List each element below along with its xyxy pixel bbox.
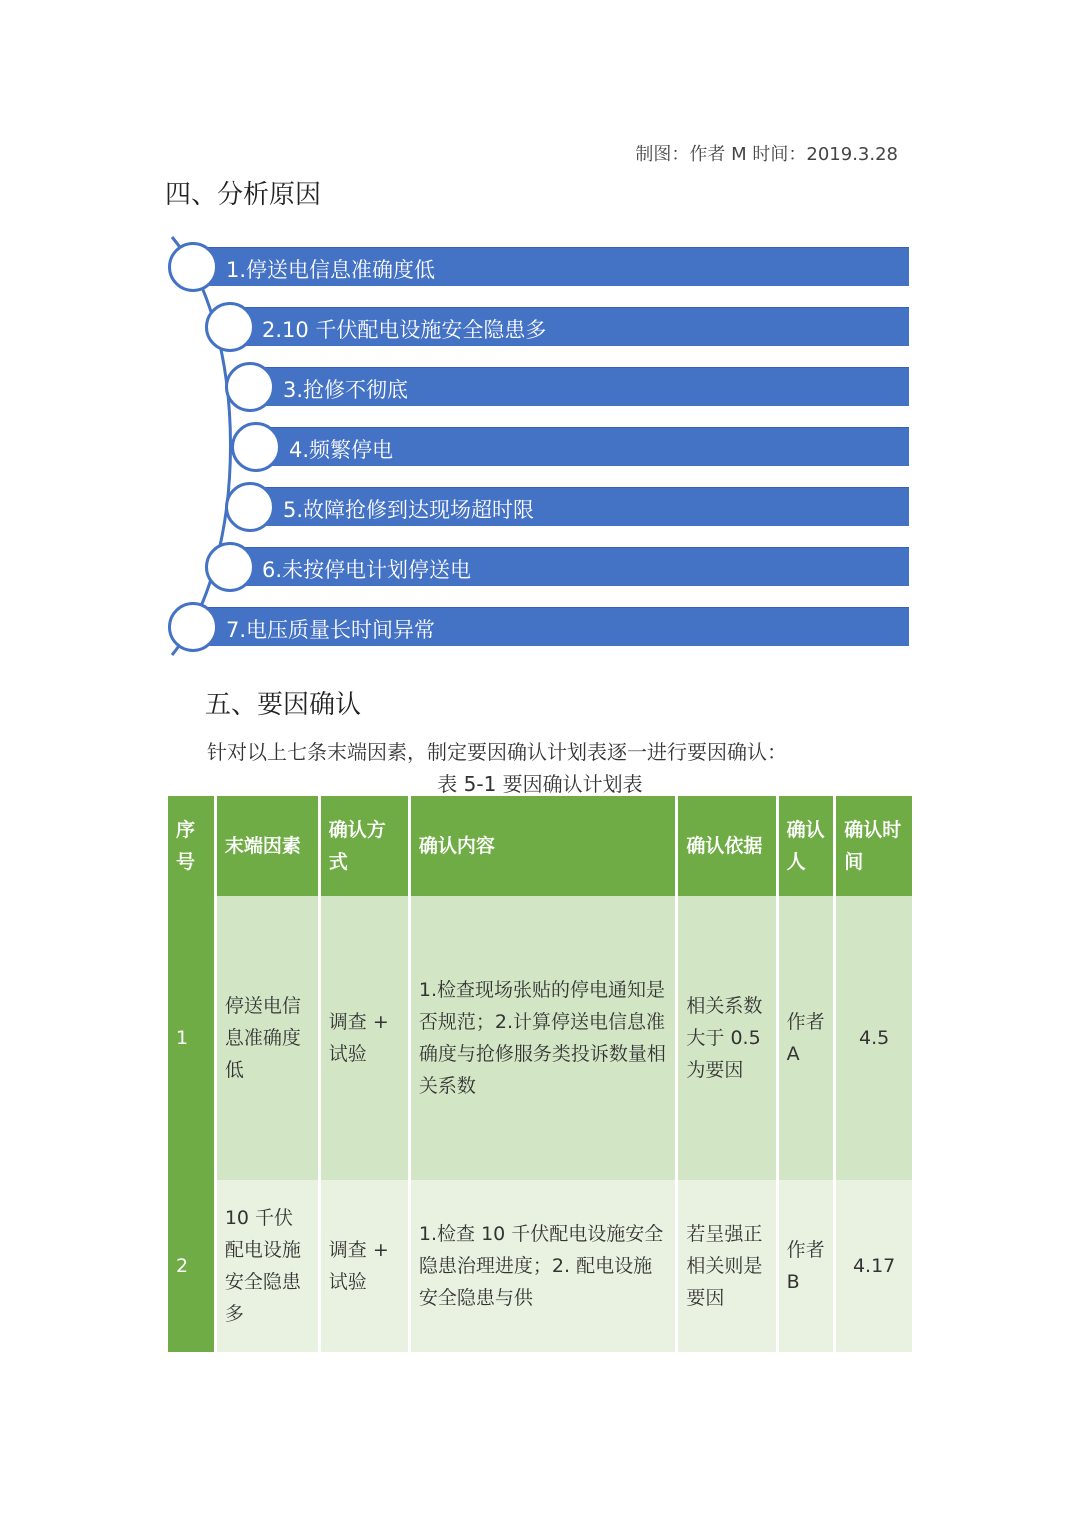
row-basis: 相关系数大于 0.5 为要因 [678, 896, 775, 1180]
row-person: 作者A [779, 896, 834, 1180]
row-factor: 停送电信息准确度低 [217, 896, 318, 1180]
cause-label-1: 1.停送电信息准确度低 [226, 258, 436, 282]
row-time: 4.17 [836, 1180, 912, 1352]
row-method: 调查 + 试验 [321, 896, 408, 1180]
cause-label-5: 5.故障抢修到达现场超时限 [283, 498, 535, 522]
figure-credit: 制图：作者 M 时间：2019.3.28 [635, 144, 898, 165]
cause-bubble-3 [225, 362, 275, 412]
cause-bar-7 [192, 607, 909, 646]
section-5-intro: 针对以上七条末端因素，制定要因确认计划表逐一进行要因确认： [207, 740, 787, 764]
cause-bar-2 [228, 307, 909, 346]
cause-bubble-2 [205, 302, 255, 352]
row-method: 调查 + 试验 [321, 1180, 408, 1352]
cause-bar-4 [255, 427, 909, 466]
row-content: 1.检查现场张贴的停电通知是否规范；2.计算停送电信息准确度与抢修服务类投诉数量相关系数 [411, 896, 676, 1180]
cause-label-3: 3.抢修不彻底 [283, 378, 409, 402]
cause-label-7: 7.电压质量长时间异常 [226, 618, 436, 642]
cause-bar-1 [192, 247, 909, 286]
table-header-row [168, 796, 912, 896]
header-cell: 确认依据 [678, 796, 775, 896]
header-cell: 确认人 [779, 796, 834, 896]
section-5-heading: 五、要因确认 [205, 690, 362, 720]
cause-bubble-7 [168, 602, 218, 652]
cause-bar-6 [228, 547, 909, 586]
row-person: 作者B [779, 1180, 834, 1352]
section-4-heading: 四、分析原因 [165, 180, 322, 210]
cause-label-4: 4.频繁停电 [289, 438, 394, 462]
row-time: 4.5 [836, 896, 912, 1180]
cause-bar-5 [249, 487, 909, 526]
table-row [168, 1180, 912, 1352]
row-content: 1.检查 10 千伏配电设施安全隐患治理进度；2. 配电设施安全隐患与供 [411, 1180, 676, 1352]
row-factor: 10 千伏配电设施安全隐患多 [217, 1180, 318, 1352]
plan-table [165, 796, 915, 1352]
cause-label-2: 2.10 千伏配电设施安全隐患多 [262, 318, 547, 342]
cause-bar-3 [249, 367, 909, 406]
table-row [168, 896, 912, 1180]
row-basis: 若呈强正相关则是要因 [678, 1180, 775, 1352]
row-index: 2 [168, 1180, 214, 1352]
cause-label-6: 6.未按停电计划停送电 [262, 558, 472, 582]
cause-bubble-6 [205, 542, 255, 592]
table-caption: 表 5-1 要因确认计划表 [437, 772, 643, 796]
row-index: 1 [168, 896, 214, 1180]
header-cell: 确认时间 [836, 796, 912, 896]
cause-bubble-1 [168, 242, 218, 292]
cause-bubble-4 [231, 422, 281, 472]
header-cell: 确认内容 [411, 796, 676, 896]
header-cell: 确认方式 [321, 796, 408, 896]
cause-bubble-5 [225, 482, 275, 532]
header-cell: 末端因素 [217, 796, 318, 896]
header-cell: 序号 [168, 796, 214, 896]
